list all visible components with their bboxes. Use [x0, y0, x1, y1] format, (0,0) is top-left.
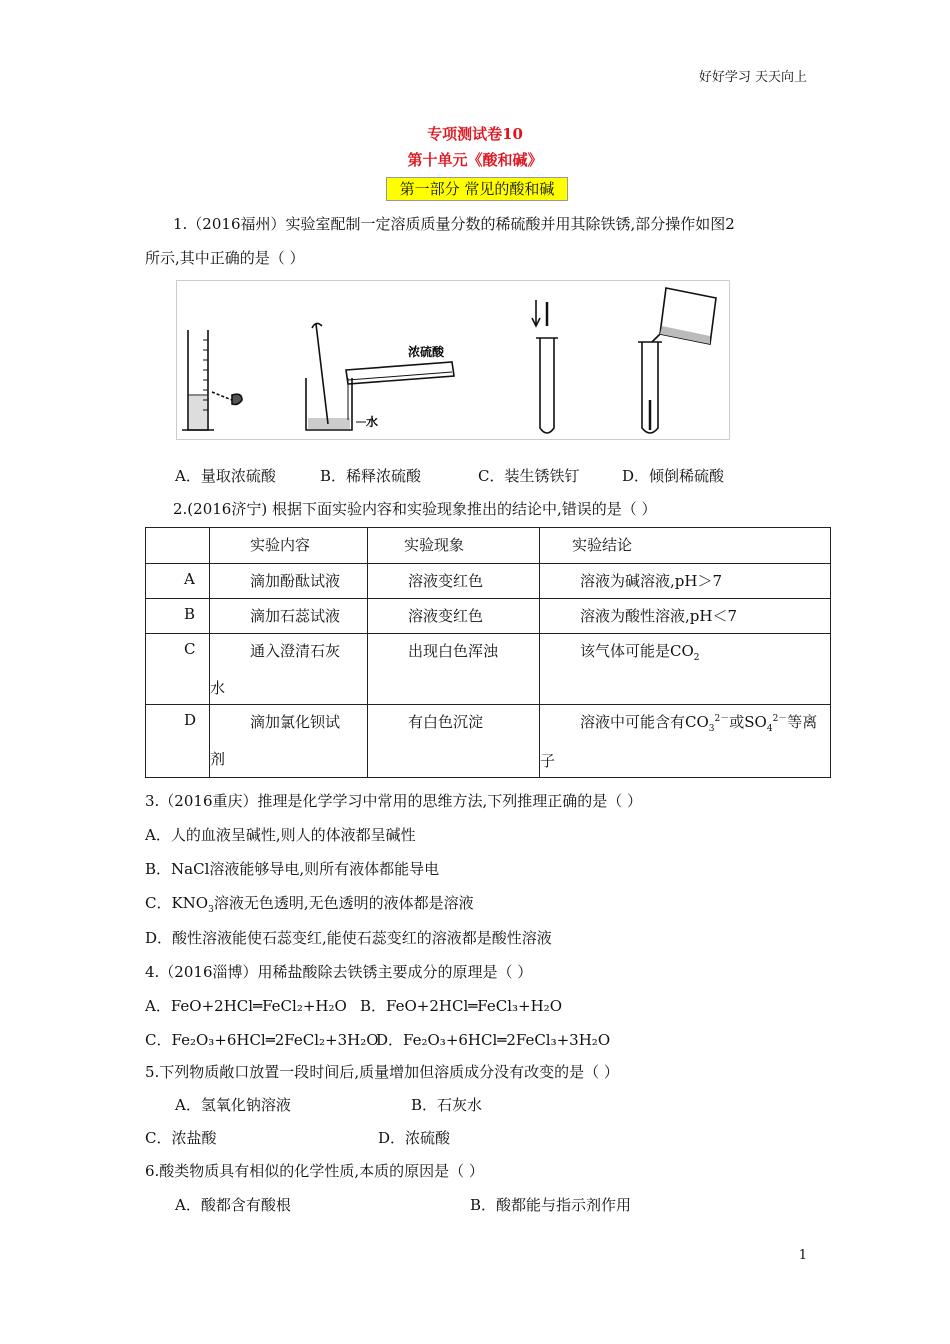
table-row: C 通入澄清石灰 水 出现白色浑浊 该气体可能是$CO_2$ [146, 634, 831, 705]
q5-option-d: D．浓硫酸 [378, 1129, 451, 1147]
q1-option-a: A．量取浓硫酸 [175, 467, 276, 485]
graduated-cylinder-figure [182, 330, 242, 430]
q2-table [145, 527, 831, 778]
q4-option-b: B．FeO+2HCl═FeCl₃+H₂O [360, 997, 562, 1015]
table-header-row [146, 528, 831, 564]
q5-option-c: C．浓盐酸 [145, 1129, 217, 1147]
q5-option-a: A．氢氧化钠溶液 [175, 1096, 291, 1114]
q4-option-a: A．FeO+2HCl═FeCl₂+H₂O [145, 997, 347, 1015]
test-tube-figure [532, 300, 558, 433]
q4-text: 4.（2016淄博）用稀盐酸除去铁锈主要成分的原理是（ ） [145, 963, 533, 981]
table-row: D 滴加氯化钡试 剂 有白色沉淀 溶液中可能含有$CO_3^{2-}$或$SO_4^{2-}$等离 子 [146, 705, 831, 778]
unit-title: 第十单元《酸和碱》 [407, 151, 543, 169]
q3-option-a: A．人的血液呈碱性,则人的体液都呈碱性 [145, 826, 416, 844]
acid-label: 浓硫酸 [408, 345, 445, 359]
pouring-figure [638, 288, 716, 433]
q4-option-c: C．Fe₂O₃+6HCl═2FeCl₂+3H₂O [145, 1031, 379, 1049]
q4-option-d: D．Fe₂O₃+6HCl═2FeCl₃+3H₂O [376, 1031, 611, 1049]
q3-option-c: C．$KNO_3$溶液无色透明,无色透明的液体都是溶液 [145, 894, 474, 915]
q6-option-a: A．酸都含有酸根 [175, 1196, 291, 1214]
q6-option-b: B．酸都能与指示剂作用 [470, 1196, 632, 1214]
q6-text: 6.酸类物质具有相似的化学性质,本质的原因是（ ） [145, 1162, 484, 1180]
q1-text-line1: 1.（2016福州）实验室配制一定溶质质量分数的稀硫酸并用其除铁锈,部分操作如图2 [173, 215, 735, 233]
page-number: 1 [798, 1248, 807, 1263]
header-motto: 好好学习 天天向上 [698, 70, 807, 85]
figure-border [177, 281, 730, 440]
q1-option-c: C．装生锈铁钉 [478, 467, 580, 485]
q1-option-d: D．倾倒稀硫酸 [622, 467, 725, 485]
q3-option-d: D．酸性溶液能使石蕊变红,能使石蕊变红的溶液都是酸性溶液 [145, 929, 552, 947]
header-conclusion: 实验结论 [572, 536, 633, 554]
paper-title: 专项测试卷10 [427, 125, 523, 143]
q1-text-line2: 所示,其中正确的是（ ） [145, 249, 305, 267]
q5-option-b: B．石灰水 [411, 1096, 483, 1114]
q1-figure [176, 280, 730, 440]
q3-option-b: B．NaCl溶液能够导电,则所有液体都能导电 [145, 860, 440, 878]
q5-text: 5.下列物质敞口放置一段时间后,质量增加但溶质成分没有改变的是（ ） [145, 1063, 619, 1081]
table-row: B 滴加石蕊试液 溶液变红色 溶液为酸性溶液,pH＜7 [146, 599, 831, 634]
water-label: 水 [366, 415, 379, 429]
table-row: A 滴加酚酞试液 溶液变红色 溶液为碱溶液,pH＞7 [146, 564, 831, 599]
dilution-beaker-figure [306, 323, 454, 430]
q2-text: 2.(2016济宁) 根据下面实验内容和实验现象推出的结论中,错误的是（ ） [173, 500, 657, 518]
section-title: 第一部分 常见的酸和碱 [386, 177, 568, 201]
q1-option-b: B．稀释浓硫酸 [320, 467, 422, 485]
q3-text: 3.（2016重庆）推理是化学学习中常用的思维方法,下列推理正确的是（ ） [145, 792, 643, 810]
header-content: 实验内容 [250, 536, 311, 554]
header-phenomenon: 实验现象 [404, 536, 465, 554]
